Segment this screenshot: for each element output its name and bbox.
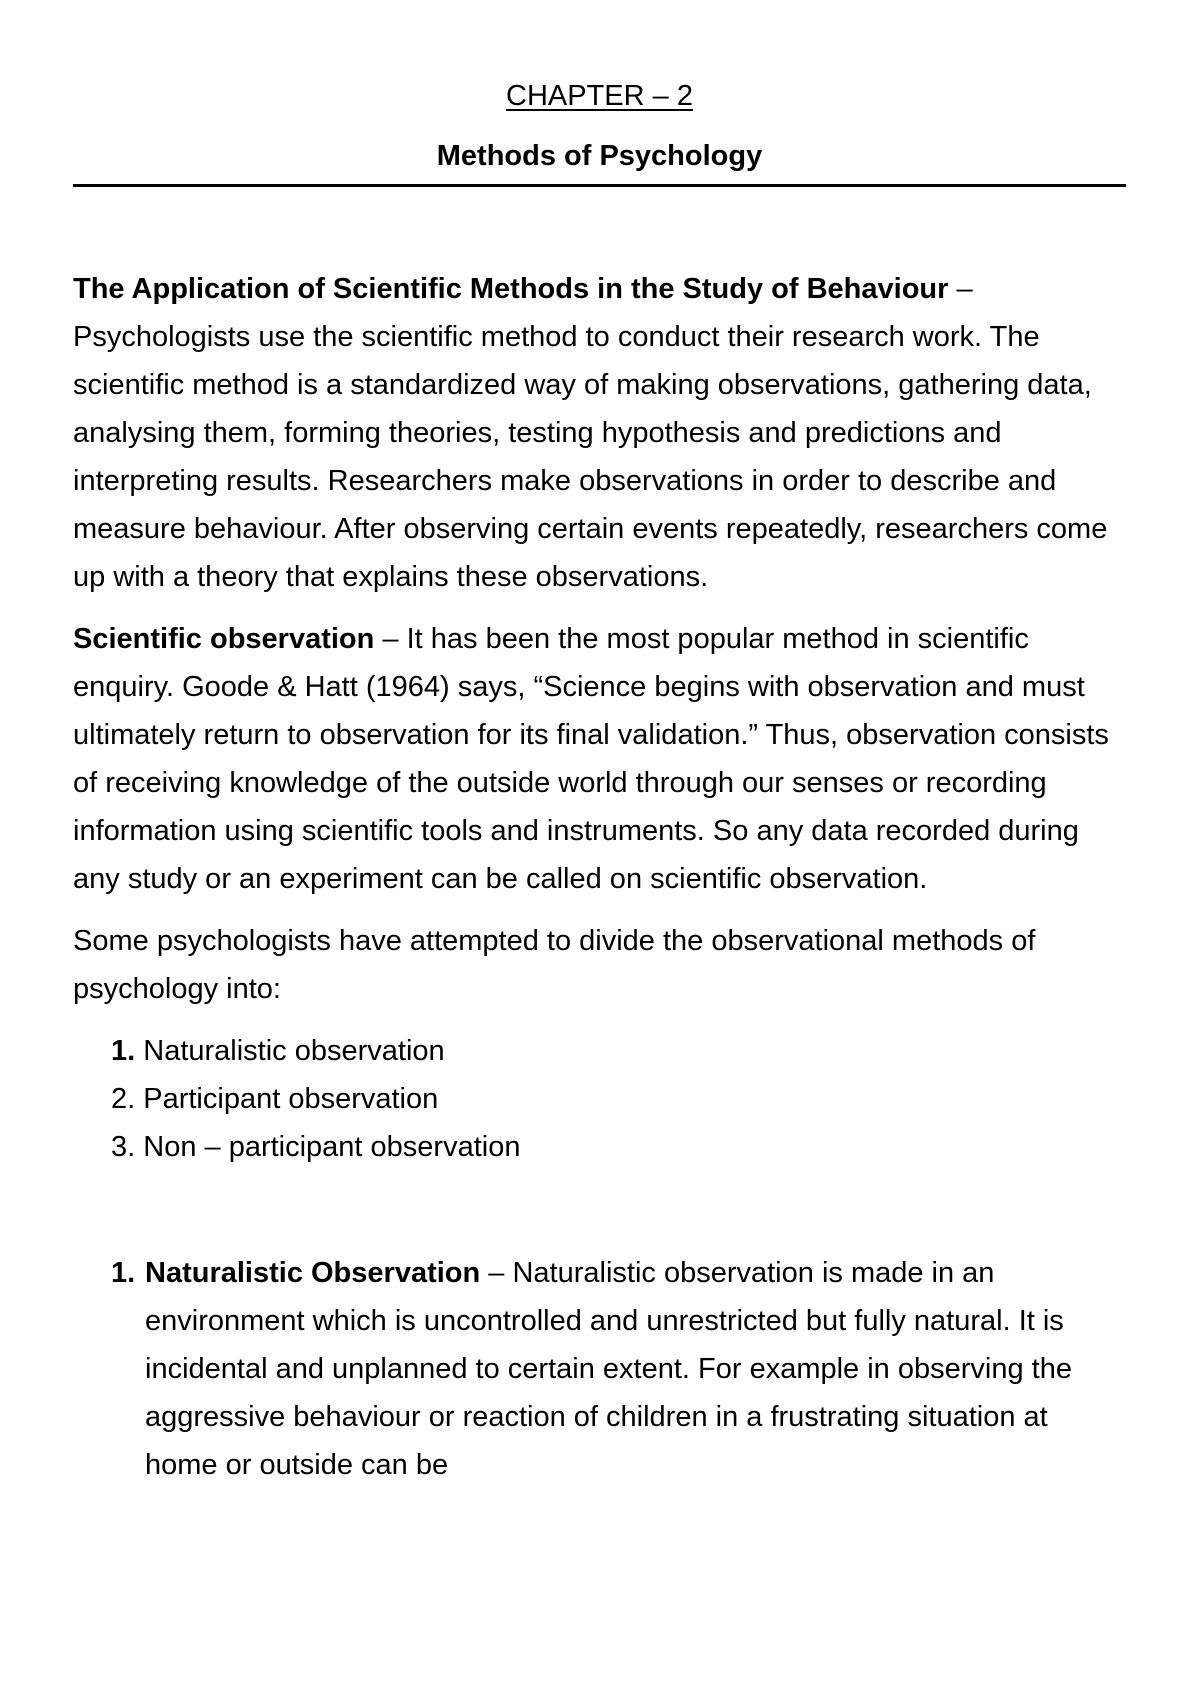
list-item [111, 1027, 1126, 1075]
detail-item-text: Naturalistic observation is made in an environment which is uncontrolled and unrestricted but fully natural. It is incidental and unplanned to certain extent. For example in observing the aggressive behaviour or reaction of children in a frustrating situation at home or outside can be [145, 1257, 1072, 1481]
list-item-number: 2. [111, 1083, 136, 1115]
intro-dash: – [948, 273, 973, 305]
chapter-title: Methods of Psychology [436, 140, 763, 172]
intro-text: Psychologists use the scientific method to conduct their research work. The scientific method is a standardized way of making observations, gathering data, analysing them, forming theories, testing hypothesis and predictions and interpreting results. Researchers make observations in order to describe and measure behaviour. After observing certain events repeatedly, researchers come up with a theory that explains these observations. [73, 321, 1108, 593]
observation-text: It has been the most popular method in scientific enquiry. Goode & Hatt (1964) says, “Science begins with observation and must ultimately return to observation for its final validation.” Thus, observation consists of receiving knowledge of the outside world through our senses or recording information using scientific tools and instruments. So any data recorded during any study or an experiment can be called on scientific observation. [73, 623, 1109, 895]
observation-dash: – [374, 623, 407, 655]
observation-details-list [73, 1249, 1126, 1489]
detail-item-heading: Naturalistic Observation [145, 1257, 481, 1289]
detail-item-dash: – [480, 1257, 513, 1289]
division-paragraph: Some psychologists have attempted to divide the observational methods of psychology into: [73, 925, 1036, 1005]
intro-heading: The Application of Scientific Methods in the Study of Behaviour [73, 273, 949, 305]
list-item-label: Participant observation [143, 1083, 439, 1115]
list-item-number: 1. [111, 1035, 136, 1067]
detail-item-number: 1. [111, 1257, 136, 1289]
list-item-label: Non – participant observation [143, 1131, 521, 1163]
detail-item-naturalistic [111, 1249, 1126, 1489]
list-item-label: Naturalistic observation [143, 1035, 445, 1067]
observation-heading: Scientific observation [73, 623, 375, 655]
title-divider [73, 184, 1126, 187]
observation-paragraph [73, 615, 1126, 903]
list-item [111, 1123, 1126, 1171]
list-item-number: 3. [111, 1131, 136, 1163]
observation-types-list [73, 1027, 1126, 1171]
chapter-heading: CHAPTER – 2 [506, 80, 693, 112]
intro-paragraph [73, 265, 1126, 601]
list-item [111, 1075, 1126, 1123]
